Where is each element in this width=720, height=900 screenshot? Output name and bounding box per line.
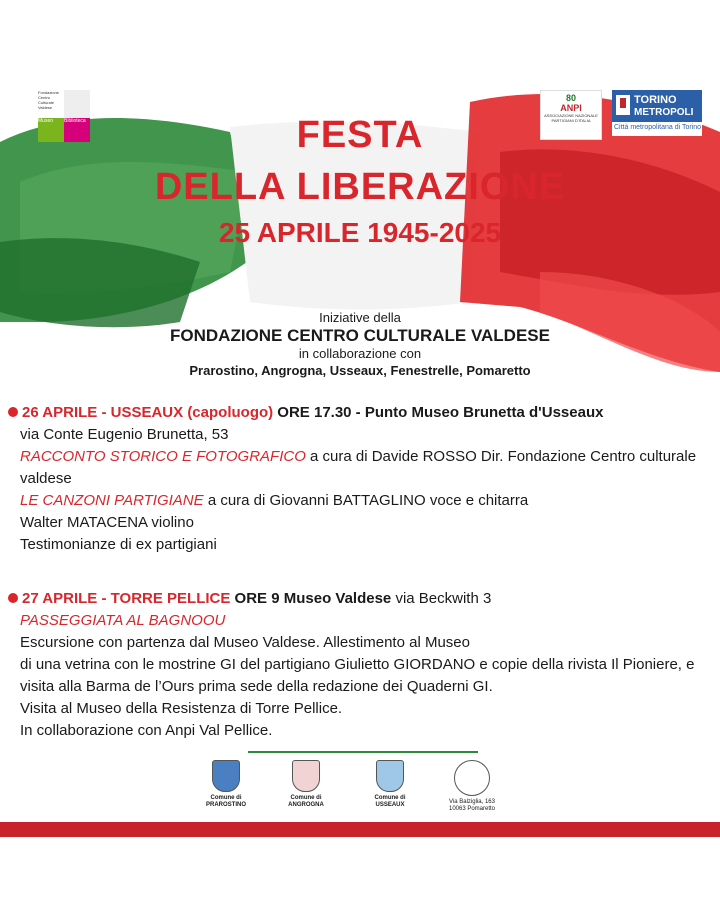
event2-line1: Escursione con partenza dal Museo Valdese. Allestimento al Museo (20, 634, 470, 651)
torino-logo-line1: TORINO (634, 94, 677, 106)
event-26-april (8, 402, 708, 556)
intro-partners: Prarostino, Angrogna, Usseaux, Fenestrelle, Pomaretto (189, 363, 531, 378)
crest-label1: Comune di (374, 795, 406, 801)
event1-item2 (8, 490, 708, 512)
crest-prarostino (194, 760, 258, 809)
biblioteca-badge: Biblioteca (64, 118, 90, 142)
intro-line1: Iniziative della (319, 310, 401, 325)
crest-pomaretto (440, 760, 504, 813)
event1-item1-title: RACCONTO STORICO E FOTOGRAFICO (20, 448, 306, 465)
crest-label2: USSEAUX (375, 802, 405, 808)
event1-address: via Conte Eugenio Brunetta, 53 (20, 426, 229, 443)
fondazione-logo-text: Fondazione Centro Culturale Valdese (38, 90, 59, 110)
prarostino-crest-icon (212, 760, 240, 792)
event2-subtitle: PASSEGGIATA AL BAGNOOU (20, 612, 226, 629)
title-festa: FESTA (296, 114, 424, 156)
anpi-word: ANPI (560, 103, 582, 113)
event-27-april (8, 588, 708, 742)
museo-badge: Museo (38, 118, 64, 142)
usseaux-crest-icon (376, 760, 404, 792)
event1-violin: Walter MATACENA violino (20, 514, 194, 531)
bottom-red-bar (0, 822, 720, 837)
event1-testimony: Testimonianze di ex partigiani (20, 536, 217, 553)
angrogna-crest-icon (292, 760, 320, 792)
intro-organizer: FONDAZIONE CENTRO CULTURALE VALDESE (170, 326, 550, 345)
event2-heading (8, 588, 708, 610)
event2-address: via Beckwith 3 (391, 590, 492, 607)
torino-logo-line2: METROPOLI (634, 107, 694, 118)
crest-label1: Comune di (210, 795, 242, 801)
event1-item1-rest: a cura di Davide ROSSO Dir. Fondazione Centro culturale valdese (20, 448, 697, 487)
anpi-anniversary: 80 (565, 93, 576, 103)
event-poster (0, 72, 720, 837)
event2-line3: Visita al Museo della Resistenza di Torre Pellice. (20, 700, 343, 717)
event2-date-place: 27 APRILE - TORRE PELLICE (22, 590, 231, 607)
crest-label1: Via Balziglia, 163 (449, 799, 495, 805)
event1-item2-title: LE CANZONI PARTIGIANE (20, 492, 204, 509)
crest-angrogna (274, 760, 338, 809)
event1-time-venue: ORE 17.30 - Punto Museo Brunetta d'Usseaux (273, 404, 604, 421)
pomaretto-seal-icon (454, 760, 490, 796)
event2-time-venue: ORE 9 Museo Valdese (230, 590, 392, 607)
event1-item1 (8, 446, 708, 490)
intro-block (0, 310, 720, 379)
event1-heading (8, 402, 708, 424)
bullet-icon (8, 593, 18, 603)
event2-line4: In collaborazione con Anpi Val Pellice. (20, 722, 273, 739)
intro-line3: in collaborazione con (298, 346, 422, 361)
crest-label2: PRAROSTINO (205, 802, 246, 808)
title-liberazione: DELLA LIBERAZIONE (154, 166, 566, 208)
torino-shield-icon (616, 95, 630, 115)
event1-item2-rest: a cura di Giovanni BATTAGLINO voce e chitarra (203, 492, 529, 509)
event1-date-place: 26 APRILE - USSEAUX (capoluogo) (22, 404, 274, 421)
crest-usseaux (358, 760, 422, 809)
crest-label1: Comune di (290, 795, 322, 801)
crest-label2: ANGROGNA (288, 802, 324, 808)
green-divider (248, 751, 478, 753)
bullet-icon (8, 407, 18, 417)
event2-line2: di una vetrina con le mostrine GI del partigiano Giulietto GIORDANO e copie della rivista Il Pioniere, e visita alla Barma de l’Ours prima sede della redazione dei Quaderni GI. (20, 656, 695, 695)
anpi-subtitle: ASSOCIAZIONE NAZIONALE PARTIGIANI D'ITALIA (544, 113, 598, 123)
crest-label2: 10063 Pomaretto (448, 806, 496, 812)
title-date: 25 APRILE 1945-2025 (218, 217, 502, 248)
torino-logo-line3: Città metropolitana di Torino (614, 124, 702, 131)
